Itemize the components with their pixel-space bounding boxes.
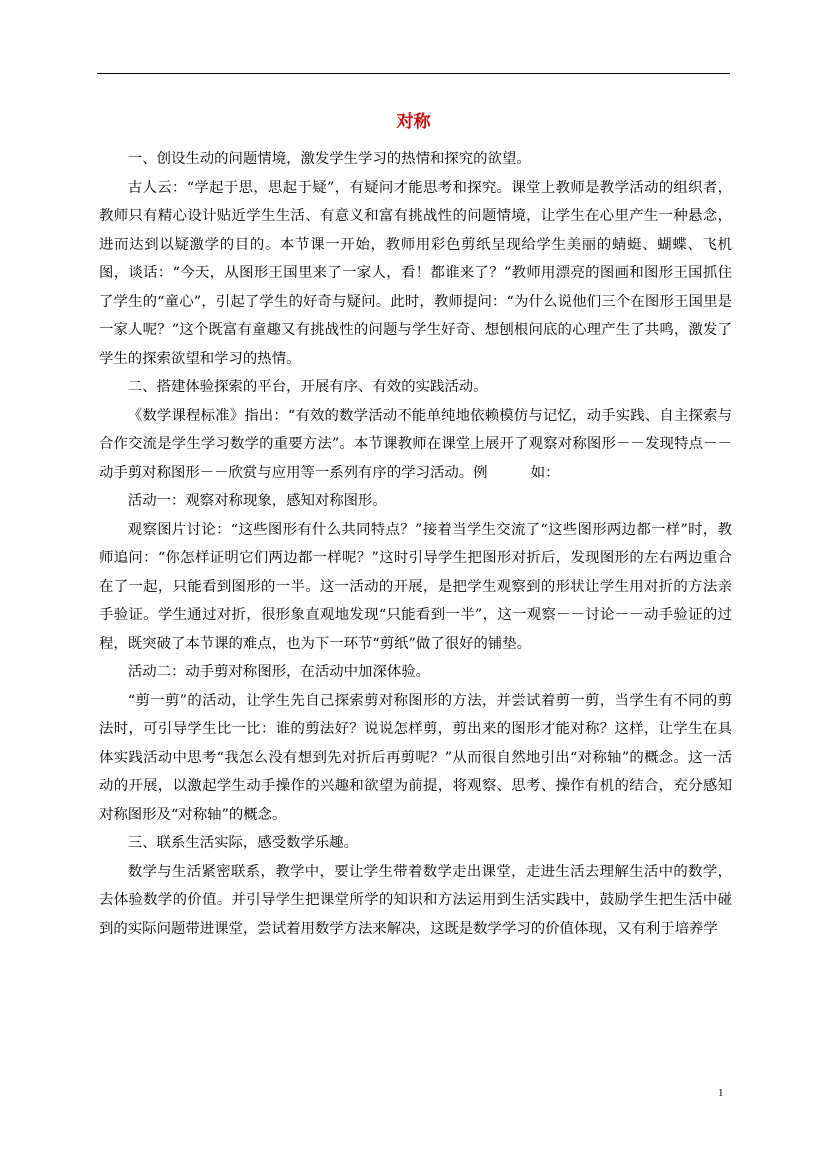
paragraph: 二、搭建体验探索的平台，开展有序、有效的实践活动。 bbox=[127, 379, 488, 395]
header-rule bbox=[97, 73, 730, 74]
paragraph: 观察图片讨论：“这些图形有什么共同特点？”接着当学生交流了“这些图形两边都一样”时，教师追问：“你怎样证明它们两边都一样呢？”这时引导学生把图形对折后，发现图形的左右两边重合在了一起，只能看到图形的一半。这一活动的开展，是把学生观察到的形状让学生用对折的方法亲手验证。学生通过对折，很形象直观地发现“只能看到一半”，这一观察－－讨论－－动手验证的过程，既突破了本节课的难点，也为下一环节“剪纸”做了很好的铺垫。 bbox=[99, 521, 732, 652]
paragraph: 《数学课程标准》指出：“有效的数学活动不能单纯地依赖模仿与记忆，动手实践、自主探索与合作交流是学生学习数学的重要方法”。本节课教师在课堂上展开了观察对称图形－－发现特点－－动手剪对称图形－－欣赏与应用等一系列有序的学习活动。例 如： bbox=[99, 407, 732, 481]
page-title: 对称 bbox=[396, 112, 431, 132]
body-text bbox=[99, 145, 732, 943]
paragraph: 数学与生活紧密联系，教学中，要让学生带着数学走出课堂，走进生活去理解生活中的数学，去体验数学的价值。并引导学生把课堂所学的知识和方法运用到生活实践中，鼓励学生把生活中碰到的实际问题带进课堂，尝试着用数学方法来解决，这既是数学学习的价值体现，又有利于培养学 bbox=[99, 863, 732, 937]
paragraph: 三、联系生活实际，感受数学乐趣。 bbox=[127, 835, 359, 851]
page-number: 1 bbox=[718, 1087, 724, 1099]
paragraph: 古人云：“学起于思，思起于疑”，有疑问才能思考和探究。课堂上教师是教学活动的组织者，教师只有精心设计贴近学生生活、有意义和富有挑战性的问题情境，让学生在心里产生一种悬念，进而达到以疑激学的目的。本节课一开始，教师用彩色剪纸呈现给学生美丽的蜻蜓、蝴蝶、飞机图，谈话：“今天，从图形王国里来了一家人，看！都谁来了？”教师用漂亮的图画和图形王国抓住了学生的“童心”，引起了学生的好奇与疑问。此时，教师提问：“为什么说他们三个在图形王国里是一家人呢？”这个既富有童趣又有挑战性的问题与学生好奇、想刨根问底的心理产生了共鸣，激发了学生的探索欲望和学习的热情。 bbox=[99, 179, 732, 367]
paragraph: 活动二：动手剪对称图形，在活动中加深体验。 bbox=[127, 664, 431, 680]
paragraph: 活动一：观察对称现象，感知对称图形。 bbox=[127, 493, 387, 509]
paragraph: 一、创设生动的问题情境，激发学生学习的热情和探究的欲望。 bbox=[127, 151, 531, 167]
paragraph: “剪一剪”的活动，让学生先自己探索剪对称图形的方法，并尝试着剪一剪，当学生有不同的剪法时，可引导学生比一比：谁的剪法好？说说怎样剪，剪出来的图形才能对称？这样，让学生在具体实践活动中思考“我怎么没有想到先对折后再剪呢？”从而很自然地引出“对称轴”的概念。这一活动的开展，以激起学生动手操作的兴趣和欲望为前提，将观察、思考、操作有机的结合，充分感知对称图形及“对称轴”的概念。 bbox=[99, 692, 732, 823]
